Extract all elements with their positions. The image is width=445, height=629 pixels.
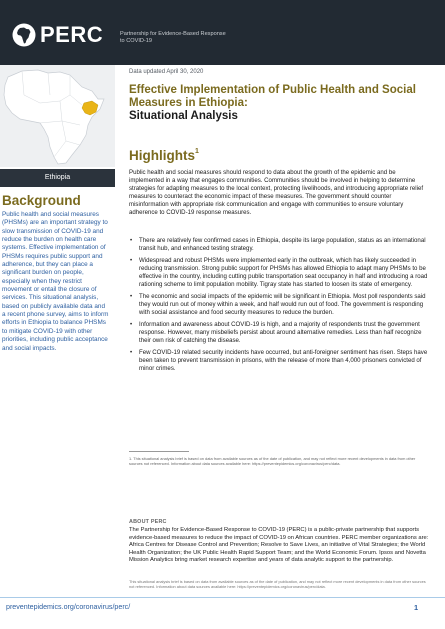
africa-map-icon [0, 65, 115, 167]
list-item [129, 237, 431, 253]
footnote-divider [129, 451, 189, 452]
list-item-text: There are relatively few confirmed cases in Ethiopia, despite its large population, status as an international transit hub, and enhanced testing strategy. [139, 237, 426, 252]
footer-link[interactable]: preventepidemics.org/coronavirus/perc/ [6, 603, 131, 611]
page-header [0, 0, 445, 65]
page-title: Effective Implementation of Public Health and Social Measures in Ethiopia: [129, 84, 416, 109]
about-heading: ABOUT PERC [129, 519, 167, 525]
bullet-marker: • [130, 321, 133, 329]
list-item-text: Few COVID-19 related security incidents have occurred, but anti-foreigner sentiment has risen. Steps have been taken to prevent transmission in prisons, with the release of more than 4,000 prisoners convicted of minor crimes. [139, 349, 428, 373]
highlights-intro: Public health and social measures should respond to data about the growth of the epidemic and be implemented in a way that engages communities. Communities should be involved in helping to determine strategies for adapting measures to the local context, protecting livelihoods, and introducing appropriate relief measures to counteract the economic impact of these measures. The government should counter misinformation with appropriate risk communication and engage with communities to ensure voluntary adherence to COVID-19 response measures. [129, 169, 424, 216]
logo-text: PERC [40, 22, 104, 47]
bullet-marker: • [130, 237, 133, 244]
list-item [129, 257, 431, 289]
bullet-marker: • [130, 349, 133, 357]
perc-logo [12, 22, 103, 48]
header-tagline: Partnership for Evidence-Based Response to COVID-19 [120, 31, 226, 44]
background-text: Public health and social measures (PHSMs) are an important strategy to slow transmission of COVID-19 and reduce the burden on health care systems. Effective implementation of PHSMs requires public support and adherence, but they can place a significant burden on people, especially when they restrict movement or entail the closure of services. This situational analysis, based on publicly available data and a recent phone survey, aims to inform efforts in Ethiopia to balance PHSMs to mitigate COVID-19 with other priorities, including public acceptance and social impacts. [2, 211, 109, 352]
country-label: Ethiopia [0, 169, 115, 187]
list-item [129, 293, 431, 317]
highlights-heading [129, 148, 199, 163]
sidebar [0, 65, 115, 629]
highlights-list [129, 237, 431, 377]
list-item-text: Widespread and robust PHSMs were implemented early in the outbreak, which has likely succeeded in reducing transmission. Strong public support for PHSMs has allowed Ethiopia to adapt many PHSMs to be effective in the country, including cutting public transportation seat occupancy in half and introducing a road rationing scheme to limit population mobility. Tigray state has started to loosen its state of emergency. [139, 257, 428, 288]
africa-locator-map [0, 65, 115, 167]
footnote-marker[interactable]: 1 [195, 148, 199, 155]
list-item [129, 349, 431, 373]
about-note: This situational analysis brief is based on data from available sources as of the date of publication, and may not reflect more recent developments in data from other sources not referenced. Information about data sources available here: https://preventepidemics.org/coronavirus/perc/data. [129, 579, 426, 589]
highlights-heading-text: Highlights [129, 148, 195, 163]
footer-divider [0, 597, 445, 598]
africa-continent-icon [12, 23, 36, 47]
page-subtitle: Situational Analysis [129, 110, 238, 122]
bullet-marker: • [130, 257, 133, 265]
bullet-marker: • [130, 293, 133, 301]
list-item [129, 321, 431, 345]
about-text: The Partnership for Evidence-Based Response to COVID-19 (PERC) is a public-private partnership that supports evidence-based measures to reduce the impact of COVID-19 on African countries. PERC member organizations are: Africa Centres for Disease Control and Prevention; Resolve to Save Lives, an initiative of Vital Strategies; the World Health Organization; the UK Public Health Rapid Support Team; and the World Economic Forum. Ipsos and Novetta Mission Analytics bring market research expertise and years of data analytic support to the partnership. [129, 527, 429, 564]
page-number: 1 [414, 603, 419, 612]
footnote: 1. This situational analysis brief is based on data from available sources as of the date of publication, and may not reflect more recent developments in data from other sources not referenced. Information about data sources available here: https://preventepidemics.org/coronavirus/perc/data. [129, 456, 416, 466]
data-updated-date: Data updated April 30, 2020 [129, 69, 204, 75]
background-heading: Background [2, 193, 81, 208]
list-item-text: The economic and social impacts of the epidemic will be significant in Ethiopia. Most poll respondents said they would run out of money within a week, and half would run out of food. The government is responding with social assistance and food security measures to reduce the burden. [139, 293, 426, 316]
list-item-text: Information and awareness about COVID-19 is high, and a majority of respondents trust the government response. However, many misbeliefs persist about around alternative remedies. Less than half recognize their own risk of catching the disease. [139, 321, 422, 345]
